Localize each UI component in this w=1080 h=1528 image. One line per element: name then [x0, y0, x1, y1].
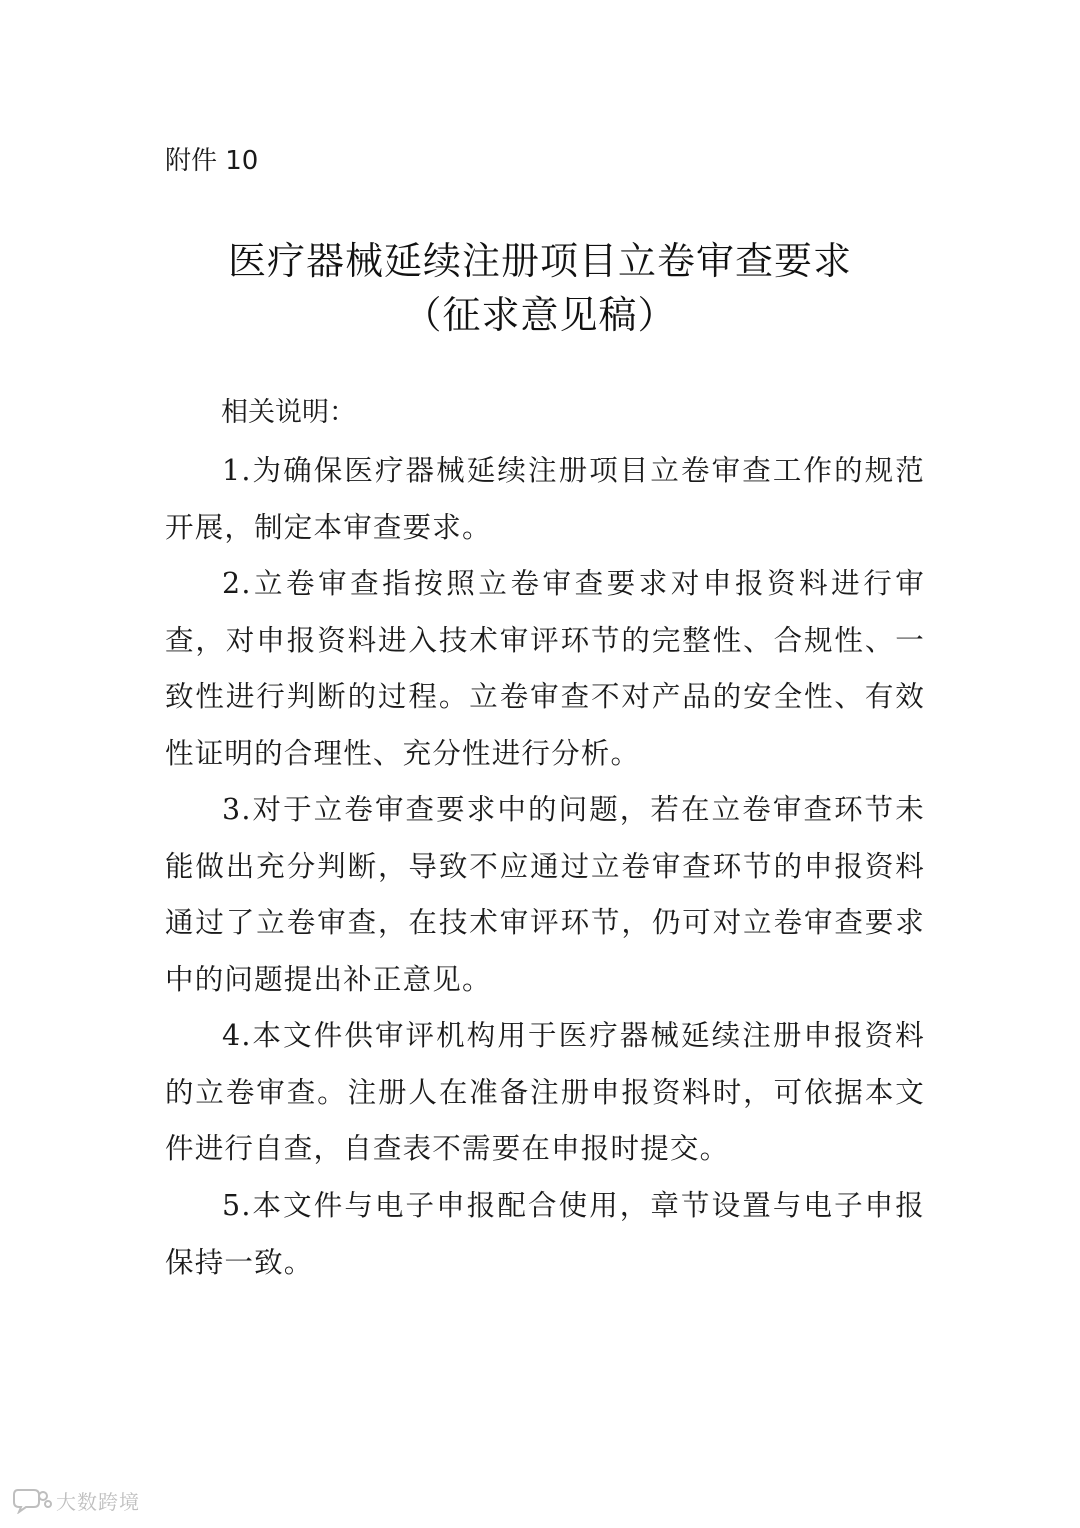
section-heading: 相关说明：: [221, 397, 356, 428]
watermark: [12, 1484, 140, 1516]
document-subtitle: （征求意见稿）: [403, 293, 677, 337]
paragraph-2: 2.立卷审查指按照立卷审查要求对申报资料进行审查，对申报资料进入技术审评环节的完整性、合规性、一致性进行判断的过程。立卷审查不对产品的安全性、有效性证明的合理性、充分性进行分析。: [165, 567, 925, 770]
attachment-label: 附件 10: [165, 146, 259, 176]
document-title: 医疗器械延续注册项目立卷审查要求: [227, 239, 852, 283]
paragraph-1: 1.为确保医疗器械延续注册项目立卷审查工作的规范开展，制定本审查要求。: [165, 454, 925, 544]
paragraph-5: 5.本文件与电子申报配合使用，章节设置与电子申报保持一致。: [165, 1189, 925, 1279]
speech-bubble-logo-icon: [12, 1486, 52, 1514]
paragraph-3: 3.对于立卷审查要求中的问题，若在立卷审查环节未能做出充分判断，导致不应通过立卷审查环节的申报资料通过了立卷审查，在技术审评环节，仍可对立卷审查要求中的问题提出补正意见。: [165, 793, 925, 996]
watermark-text: 大数跨境: [56, 1489, 140, 1514]
paragraph-4: 4.本文件供审评机构用于医疗器械延续注册申报资料的立卷审查。注册人在准备注册申报资料时，可依据本文件进行自查，自查表不需要在申报时提交。: [165, 1019, 925, 1165]
